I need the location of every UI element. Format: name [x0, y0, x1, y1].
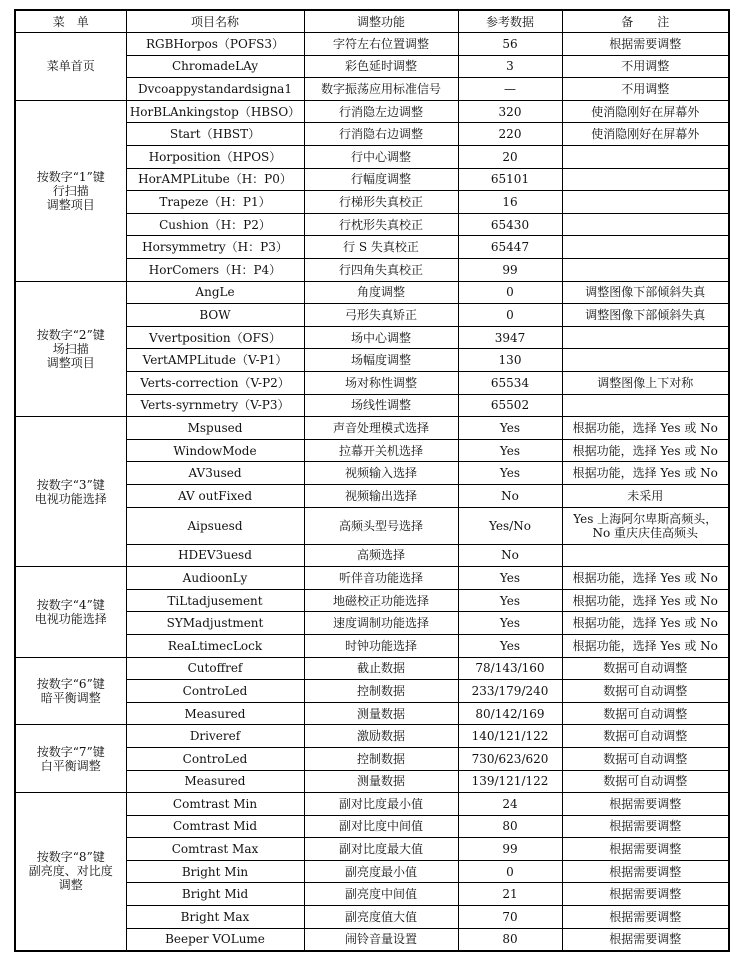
reference-value-cell: 0 [458, 304, 562, 327]
reference-value-cell: 99 [458, 259, 562, 282]
remark-cell: 根据功能，选择 Yes 或 No [562, 589, 729, 612]
item-name-cell: Driveref [126, 725, 304, 748]
remark-cell: 根据功能，选择 Yes 或 No [562, 417, 729, 440]
header-reference-data: 参考数据 [458, 10, 562, 33]
remark-cell: 根据需要调整 [562, 860, 729, 883]
function-cell: 控制数据 [304, 680, 458, 703]
function-cell: 场中心调整 [304, 326, 458, 349]
function-cell: 闹铃音量设置 [304, 928, 458, 951]
remark-cell: 数据可自动调整 [562, 680, 729, 703]
remark-cell [562, 191, 729, 214]
function-cell: 字符左右位置调整 [304, 33, 458, 56]
reference-value-cell: Yes [458, 417, 562, 440]
reference-value-cell: 70 [458, 906, 562, 929]
reference-value-cell: Yes [458, 567, 562, 590]
item-name-cell: ControLed [126, 680, 304, 703]
function-cell: 地磁校正功能选择 [304, 589, 458, 612]
header-function: 调整功能 [304, 10, 458, 33]
function-cell: 行四角失真校正 [304, 259, 458, 282]
reference-value-cell: 65534 [458, 372, 562, 395]
item-name-cell: AV3used [126, 462, 304, 485]
reference-value-cell: 3947 [458, 326, 562, 349]
function-cell: 场幅度调整 [304, 349, 458, 372]
remark-cell [562, 349, 729, 372]
header-item-name: 项目名称 [126, 10, 304, 33]
item-name-cell: AngLe [126, 281, 304, 304]
menu-group-label: 菜单首页 [15, 33, 126, 101]
remark-cell: 使消隐刚好在屏幕外 [562, 123, 729, 146]
item-name-cell: Dvcoappystandardsigna1 [126, 78, 304, 101]
remark-cell [562, 168, 729, 191]
menu-group-label: 按数字“3”键 电视功能选择 [15, 417, 126, 567]
remark-cell: 不用调整 [562, 78, 729, 101]
item-name-cell: ReaLtimecLock [126, 634, 304, 657]
remark-cell: 数据可自动调整 [562, 702, 729, 725]
item-name-cell: ChromadeLAy [126, 55, 304, 78]
function-cell: 行幅度调整 [304, 168, 458, 191]
table-row [15, 33, 729, 56]
function-cell: 行消隐左边调整 [304, 100, 458, 123]
reference-value-cell: 0 [458, 860, 562, 883]
remark-cell [562, 259, 729, 282]
remark-cell: 根据需要调整 [562, 815, 729, 838]
remark-cell: 根据功能，选择 Yes 或 No [562, 439, 729, 462]
function-cell: 弓形失真矫正 [304, 304, 458, 327]
item-name-cell: Mspused [126, 417, 304, 440]
item-name-cell: ControLed [126, 747, 304, 770]
remark-cell [562, 146, 729, 169]
function-cell: 行枕形失真校正 [304, 213, 458, 236]
item-name-cell: Measured [126, 702, 304, 725]
reference-value-cell: 139/121/122 [458, 770, 562, 793]
reference-value-cell: 56 [458, 33, 562, 56]
item-name-cell: AV outFixed [126, 484, 304, 507]
item-name-cell: Comtrast Mid [126, 815, 304, 838]
table-row [15, 100, 729, 123]
reference-value-cell: Yes [458, 634, 562, 657]
function-cell: 行梯形失真校正 [304, 191, 458, 214]
function-cell: 副对比度中间值 [304, 815, 458, 838]
remark-cell: 根据功能，选择 Yes 或 No [562, 634, 729, 657]
remark-cell: 未采用 [562, 484, 729, 507]
reference-value-cell: 80 [458, 928, 562, 951]
table-row [15, 725, 729, 748]
item-name-cell: Aipsuesd [126, 507, 304, 544]
item-name-cell: Verts-syrnmetry（V-P3） [126, 394, 304, 417]
reference-value-cell: 24 [458, 793, 562, 816]
function-cell: 高频头型号选择 [304, 507, 458, 544]
menu-group-label: 按数字“4”键 电视功能选择 [15, 567, 126, 657]
function-cell: 视频输出选择 [304, 484, 458, 507]
item-name-cell: Trapeze（H：P1） [126, 191, 304, 214]
table-body [15, 33, 729, 951]
reference-value-cell: 99 [458, 838, 562, 861]
reference-value-cell: 3 [458, 55, 562, 78]
function-cell: 副亮度最小值 [304, 860, 458, 883]
item-name-cell: Cushion（H：P2） [126, 213, 304, 236]
item-name-cell: AudioonLy [126, 567, 304, 590]
reference-value-cell: Yes [458, 612, 562, 635]
remark-cell [562, 394, 729, 417]
function-cell: 行 S 失真校正 [304, 236, 458, 259]
remark-cell: Yes 上海阿尔卑斯高频头， No 重庆庆佳高频头 [562, 507, 729, 544]
menu-group-label: 按数字“7”键 白平衡调整 [15, 725, 126, 793]
item-name-cell: Horposition（HPOS） [126, 146, 304, 169]
function-cell: 副亮度值大值 [304, 906, 458, 929]
remark-cell [562, 544, 729, 567]
reference-value-cell: 65101 [458, 168, 562, 191]
item-name-cell: HDEV3uesd [126, 544, 304, 567]
reference-value-cell: 140/121/122 [458, 725, 562, 748]
function-cell: 激励数据 [304, 725, 458, 748]
remark-cell: 根据需要调整 [562, 33, 729, 56]
item-name-cell: Beeper VOLume [126, 928, 304, 951]
function-cell: 行中心调整 [304, 146, 458, 169]
item-name-cell: BOW [126, 304, 304, 327]
item-name-cell: VertAMPLitude（V-P1） [126, 349, 304, 372]
item-name-cell: Bright Min [126, 860, 304, 883]
remark-cell: 根据需要调整 [562, 838, 729, 861]
item-name-cell: Horsymmetry（H：P3） [126, 236, 304, 259]
item-name-cell: HorBLAnkingstop（HBSO） [126, 100, 304, 123]
reference-value-cell: 80 [458, 815, 562, 838]
header-remark: 备 注 [562, 10, 729, 33]
function-cell: 高频选择 [304, 544, 458, 567]
item-name-cell: Start（HBST） [126, 123, 304, 146]
remark-cell: 数据可自动调整 [562, 770, 729, 793]
item-name-cell: HorComers（H：P4） [126, 259, 304, 282]
remark-cell: 根据需要调整 [562, 906, 729, 929]
item-name-cell: HorAMPLitube（H：P0） [126, 168, 304, 191]
item-name-cell: Cutoffref [126, 657, 304, 680]
reference-value-cell: Yes/No [458, 507, 562, 544]
reference-value-cell: 233/179/240 [458, 680, 562, 703]
reference-value-cell: Yes [458, 589, 562, 612]
function-cell: 场线性调整 [304, 394, 458, 417]
remark-cell: 调整图像上下对称 [562, 372, 729, 395]
reference-value-cell: — [458, 78, 562, 101]
function-cell: 副对比度最大值 [304, 838, 458, 861]
reference-value-cell: Yes [458, 462, 562, 485]
function-cell: 时钟功能选择 [304, 634, 458, 657]
table-row [15, 567, 729, 590]
remark-cell: 根据需要调整 [562, 928, 729, 951]
reference-value-cell: Yes [458, 439, 562, 462]
function-cell: 场对称性调整 [304, 372, 458, 395]
remark-cell: 数据可自动调整 [562, 725, 729, 748]
table-header-row [15, 10, 729, 33]
remark-cell: 调整图像下部倾斜失真 [562, 304, 729, 327]
remark-cell [562, 236, 729, 259]
remark-cell: 根据需要调整 [562, 883, 729, 906]
remark-cell: 数据可自动调整 [562, 747, 729, 770]
remark-cell: 使消隐刚好在屏幕外 [562, 100, 729, 123]
menu-group-label: 按数字“1”键 行扫描 调整项目 [15, 100, 126, 281]
reference-value-cell: 220 [458, 123, 562, 146]
reference-value-cell: No [458, 544, 562, 567]
reference-value-cell: No [458, 484, 562, 507]
reference-value-cell: 130 [458, 349, 562, 372]
table-row [15, 417, 729, 440]
remark-cell: 根据功能，选择 Yes 或 No [562, 612, 729, 635]
function-cell: 行消隐右边调整 [304, 123, 458, 146]
remark-cell: 根据功能，选择 Yes 或 No [562, 462, 729, 485]
reference-value-cell: 20 [458, 146, 562, 169]
reference-value-cell: 65502 [458, 394, 562, 417]
reference-value-cell: 65430 [458, 213, 562, 236]
item-name-cell: SYMadjustment [126, 612, 304, 635]
remark-cell: 调整图像下部倾斜失真 [562, 281, 729, 304]
remark-cell: 不用调整 [562, 55, 729, 78]
function-cell: 截止数据 [304, 657, 458, 680]
item-name-cell: Bright Mid [126, 883, 304, 906]
function-cell: 彩色延时调整 [304, 55, 458, 78]
item-name-cell: Verts-correction（V-P2） [126, 372, 304, 395]
reference-value-cell: 730/623/620 [458, 747, 562, 770]
item-name-cell: Comtrast Max [126, 838, 304, 861]
function-cell: 拉幕开关机选择 [304, 439, 458, 462]
function-cell: 控制数据 [304, 747, 458, 770]
item-name-cell: Bright Max [126, 906, 304, 929]
menu-group-label: 按数字“8”键 副亮度、对比度 调整 [15, 793, 126, 951]
item-name-cell: TiLtadjusement [126, 589, 304, 612]
function-cell: 测量数据 [304, 770, 458, 793]
parameter-table [14, 9, 730, 952]
function-cell: 测量数据 [304, 702, 458, 725]
function-cell: 角度调整 [304, 281, 458, 304]
item-name-cell: Comtrast Min [126, 793, 304, 816]
document-page [14, 9, 730, 952]
header-menu: 菜 单 [15, 10, 126, 33]
item-name-cell: Measured [126, 770, 304, 793]
remark-cell: 数据可自动调整 [562, 657, 729, 680]
remark-cell: 根据功能，选择 Yes 或 No [562, 567, 729, 590]
reference-value-cell: 320 [458, 100, 562, 123]
table-row [15, 657, 729, 680]
menu-group-label: 按数字“6”键 暗平衡调整 [15, 657, 126, 725]
function-cell: 听伴音功能选择 [304, 567, 458, 590]
table-row [15, 793, 729, 816]
menu-group-label: 按数字“2”键 场扫描 调整项目 [15, 281, 126, 417]
function-cell: 速度调制功能选择 [304, 612, 458, 635]
item-name-cell: WindowMode [126, 439, 304, 462]
reference-value-cell: 78/143/160 [458, 657, 562, 680]
function-cell: 数字振荡应用标准信号 [304, 78, 458, 101]
reference-value-cell: 21 [458, 883, 562, 906]
function-cell: 副对比度最小值 [304, 793, 458, 816]
remark-cell: 根据需要调整 [562, 793, 729, 816]
function-cell: 副亮度中间值 [304, 883, 458, 906]
table-row [15, 281, 729, 304]
function-cell: 视频输入选择 [304, 462, 458, 485]
reference-value-cell: 16 [458, 191, 562, 214]
item-name-cell: RGBHorpos（POFS3） [126, 33, 304, 56]
remark-cell [562, 326, 729, 349]
remark-cell [562, 213, 729, 236]
item-name-cell: Vvertposition（OFS） [126, 326, 304, 349]
reference-value-cell: 0 [458, 281, 562, 304]
reference-value-cell: 65447 [458, 236, 562, 259]
function-cell: 声音处理模式选择 [304, 417, 458, 440]
reference-value-cell: 80/142/169 [458, 702, 562, 725]
